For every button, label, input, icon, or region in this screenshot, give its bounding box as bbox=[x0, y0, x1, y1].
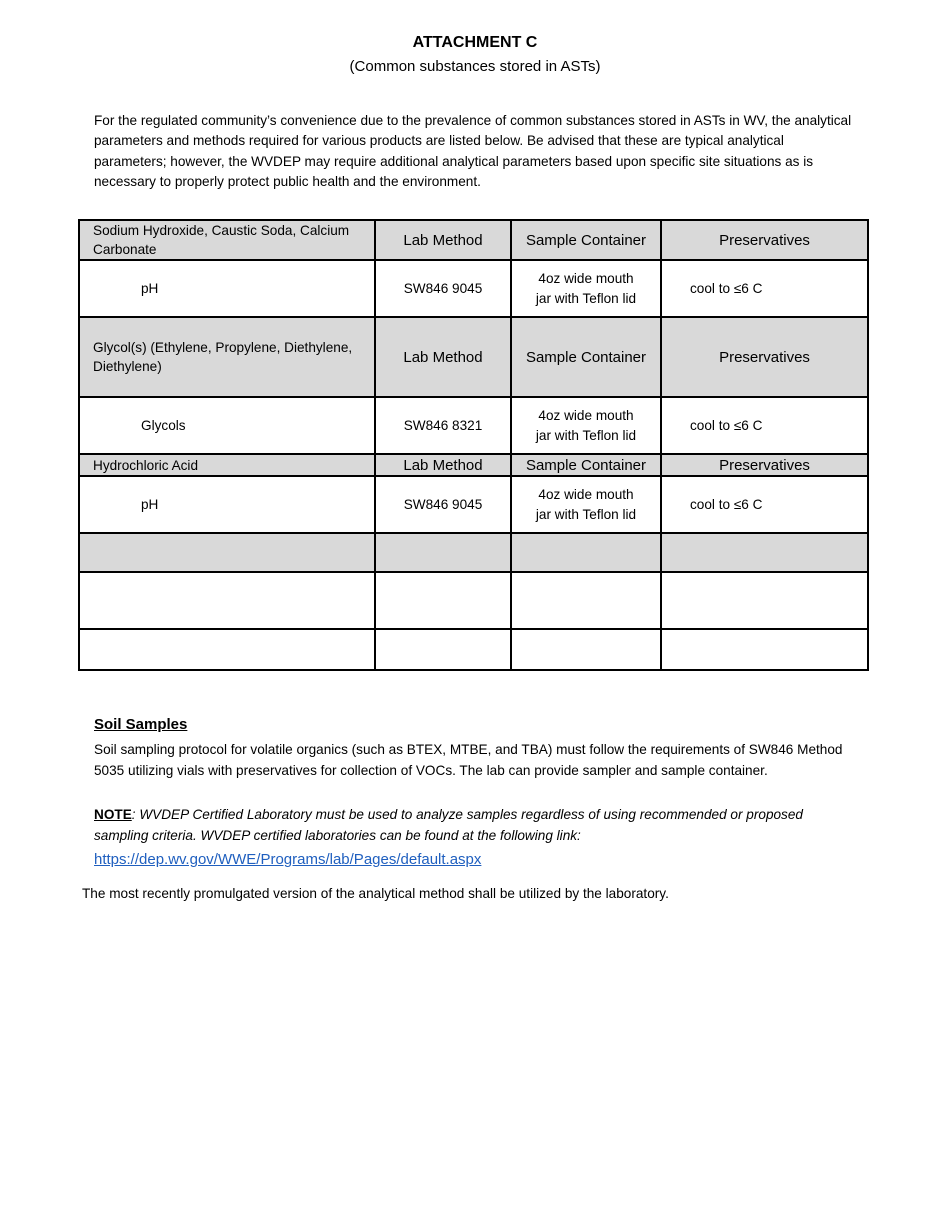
empty-cell bbox=[511, 629, 661, 670]
table-header-row bbox=[79, 317, 868, 397]
soil-samples-text: Soil sampling protocol for volatile organics (such as BTEX, MTBE, and TBA) must follow the requirements of SW846 Method 5035 utilizing vials with preservatives for collection of VOCs. The lab can provide sampler and sample container. bbox=[94, 742, 843, 778]
empty-cell bbox=[511, 572, 661, 629]
empty-header-row bbox=[79, 533, 868, 572]
lab-method-header: Lab Method bbox=[375, 317, 511, 397]
empty-row bbox=[79, 629, 868, 670]
preservative-cell: cool to ≤6 C bbox=[661, 397, 868, 454]
page-subtitle: (Common substances stored in ASTs) bbox=[349, 58, 601, 75]
table-row bbox=[79, 260, 868, 317]
container-cell: 4oz wide mouth jar with Teflon lid bbox=[511, 260, 661, 317]
note-text: : WVDEP Certified Laboratory must be used to analyze samples regardless of using recommended or proposed sampling criteria. WVDEP certified laboratories can be found at the following link: bbox=[94, 807, 803, 843]
table-row bbox=[79, 397, 868, 454]
empty-cell bbox=[661, 533, 868, 572]
table-header-row bbox=[79, 454, 868, 476]
substance-label: Glycol(s) (Ethylene, Propylene, Diethylene, Diethylene) bbox=[79, 317, 375, 397]
empty-cell bbox=[661, 629, 868, 670]
sample-container-header: Sample Container bbox=[511, 317, 661, 397]
preservative-cell: cool to ≤6 C bbox=[661, 260, 868, 317]
preservatives-header: Preservatives bbox=[661, 454, 868, 476]
preservatives-header: Preservatives bbox=[661, 220, 868, 260]
empty-cell bbox=[79, 629, 375, 670]
container-cell: 4oz wide mouth jar with Teflon lid bbox=[511, 397, 661, 454]
substance-label: Hydrochloric Acid bbox=[79, 454, 375, 476]
empty-cell bbox=[375, 572, 511, 629]
table-row bbox=[79, 476, 868, 533]
final-statement: The most recently promulgated version of the analytical method shall be utilized by the laboratory. bbox=[82, 886, 669, 901]
empty-cell bbox=[375, 629, 511, 670]
parameter-cell: pH bbox=[79, 476, 375, 533]
note-label: NOTE bbox=[94, 807, 132, 822]
lab-method-header: Lab Method bbox=[375, 220, 511, 260]
parameter-cell: pH bbox=[79, 260, 375, 317]
empty-cell bbox=[661, 572, 868, 629]
empty-row bbox=[79, 572, 868, 629]
parameter-cell: Glycols bbox=[79, 397, 375, 454]
page-title: ATTACHMENT C bbox=[412, 34, 538, 51]
table-header-row bbox=[79, 220, 868, 260]
note-paragraph bbox=[94, 805, 854, 846]
container-cell: 4oz wide mouth jar with Teflon lid bbox=[511, 476, 661, 533]
method-cell: SW846 9045 bbox=[375, 260, 511, 317]
preservatives-header: Preservatives bbox=[661, 317, 868, 397]
lab-method-header: Lab Method bbox=[375, 454, 511, 476]
empty-cell bbox=[79, 572, 375, 629]
sample-container-header: Sample Container bbox=[511, 454, 661, 476]
method-cell: SW846 9045 bbox=[375, 476, 511, 533]
empty-cell bbox=[79, 533, 375, 572]
intro-paragraph: For the regulated community’s convenience due to the prevalence of common substances stored in ASTs in WV, the analytical parameters and methods required for various products are listed below. Be advised that these are typical analytical parameters; however, the WVDEP may require additional analytical parameters based upon specific site situations as is necessary to properly protect public health and the environment. bbox=[94, 113, 852, 189]
empty-cell bbox=[375, 533, 511, 572]
substance-label: Sodium Hydroxide, Caustic Soda, Calcium Carbonate bbox=[79, 220, 375, 260]
method-cell: SW846 8321 bbox=[375, 397, 511, 454]
soil-samples-heading: Soil Samples bbox=[94, 716, 188, 733]
preservative-cell: cool to ≤6 C bbox=[661, 476, 868, 533]
parameters-table bbox=[78, 219, 869, 671]
wvdep-lab-link[interactable]: https://dep.wv.gov/WWE/Programs/lab/Pages/default.aspx bbox=[94, 851, 482, 868]
empty-cell bbox=[511, 533, 661, 572]
sample-container-header: Sample Container bbox=[511, 220, 661, 260]
